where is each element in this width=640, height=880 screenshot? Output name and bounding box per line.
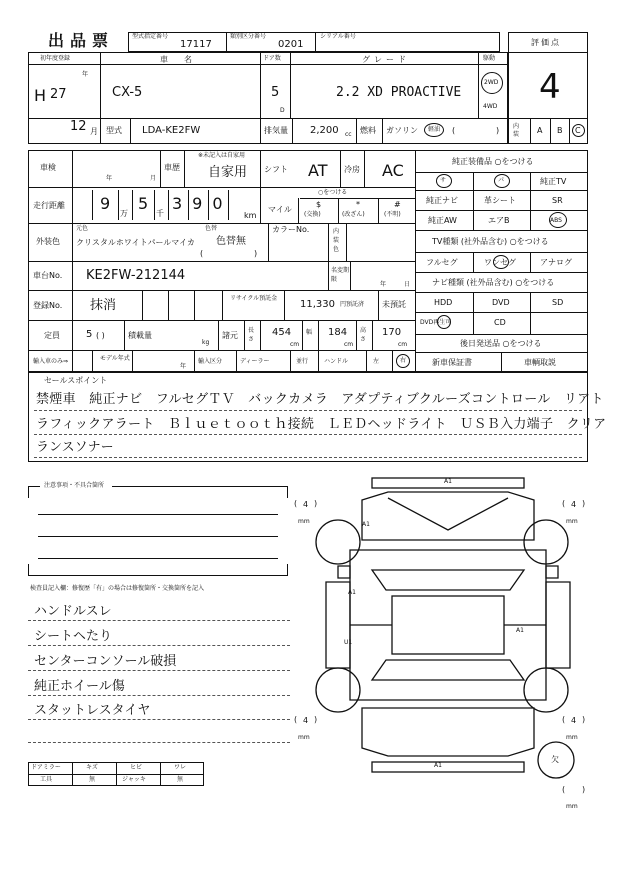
mileage-label: 走行距離 — [33, 201, 65, 210]
color-label: 色替 — [205, 225, 218, 232]
color-no-label: カラーNo. — [272, 225, 310, 234]
recycle-label: リサイクル預託金 — [230, 295, 278, 302]
load-label: 積載量 — [128, 331, 152, 340]
recycle-unpaid: 未預託 — [382, 300, 406, 309]
displacement-value: 2,200 — [310, 125, 339, 136]
length-unit: cm — [290, 341, 300, 348]
damage-mark-left-rear-door: U1 — [344, 639, 353, 646]
navi-r2-c2: CD — [494, 318, 506, 327]
parts-v2: 無 — [89, 776, 96, 783]
first-reg-label: 初年度登録 — [40, 55, 71, 62]
handle-label: ハンドル — [324, 358, 349, 365]
sales-line-2: ラフィックアラート Ｂｌｕｅｔｏｏｔｈ接続 ＬＥＤヘッドライト ＵＳＢ入力端子 クリア — [36, 417, 607, 432]
equip-r1-c2: パ — [498, 177, 505, 184]
interior-label: 内装 — [513, 123, 520, 138]
reg-no-value: 抹消 — [90, 298, 117, 313]
tire-rr-value: 4 — [571, 716, 577, 725]
spare-unit: mm — [566, 803, 578, 810]
ext-color-label: 外装色 — [36, 237, 60, 246]
chassis-label: 車台No. — [33, 271, 63, 280]
later-title: 後日発送品 ○をつける — [460, 339, 542, 348]
reg-year-unit: 年 — [82, 71, 89, 78]
parallel-label: 並行 — [296, 358, 309, 365]
shift-label: シフト — [264, 165, 288, 174]
doors-label: ドア数 — [263, 55, 281, 62]
grade-label: グレード — [362, 55, 410, 64]
exchange-label: (交換) — [304, 211, 321, 218]
tire-fl-value: 4 — [303, 500, 309, 509]
import-class-label: 輸入区分 — [198, 358, 223, 365]
fuel-diesel: 軽油 — [428, 126, 441, 133]
drive-2wd: 2WD — [484, 79, 499, 86]
exchange-sym: $ — [316, 200, 322, 209]
damage-mark-front-bumper: A1 — [444, 478, 452, 485]
parts-h2: キズ — [86, 764, 98, 771]
drive-label: 駆動 — [483, 55, 496, 62]
equip-r3-c3: ABS — [550, 217, 562, 224]
displacement-label: 排気量 — [264, 126, 288, 135]
interior-a: A — [537, 126, 543, 135]
score-value: 4 — [539, 67, 561, 107]
navi-r2-c1: DVD再生可 — [420, 319, 452, 326]
sales-line-1: 禁煙車 純正ナビ フルセグＴＶ バックカメラ アダプティブクルーズコントロール リアト — [36, 392, 604, 407]
damage-mark-hood: A1 — [362, 521, 370, 528]
equip-r1-c1: サ — [440, 177, 447, 184]
sales-line-3: ランスソナー — [36, 440, 114, 455]
car-name: CX-5 — [112, 85, 143, 100]
equip-r2-c1: 純正ナビ — [426, 196, 458, 205]
interior-c: C — [575, 126, 581, 135]
reg-year: 27 — [50, 87, 67, 102]
model-value: LDA-KE2FW — [142, 125, 201, 136]
equip-r2-c3: SR — [552, 196, 563, 205]
doors-value: 5 — [271, 85, 280, 100]
tv-title: TV種類 (社外品含む) ○をつける — [432, 237, 549, 246]
serial-label: シリアル番号 — [320, 33, 356, 40]
era: H — [34, 86, 47, 105]
history-note: ※未記入は自家用 — [198, 152, 246, 159]
tire-fr-unit: mm — [566, 518, 578, 525]
navi-r1-c2: DVD — [492, 298, 510, 307]
capacity-unit: ( ) — [96, 331, 105, 340]
tire-fl-unit: mm — [298, 518, 310, 525]
inspection-month-unit: 月 — [150, 175, 157, 182]
unknown-label: (不明) — [384, 211, 401, 218]
reg-month-unit: 月 — [90, 127, 98, 136]
parts-h4: ワレ — [174, 764, 187, 771]
class-no-label: 類別区分番号 — [230, 33, 267, 40]
original-color-label: 元色 — [76, 225, 89, 232]
mile-label: マイル — [268, 205, 292, 214]
unknown-sym: # — [394, 200, 401, 209]
parts-v1: 工具 — [40, 776, 53, 783]
mark-note: ○をつける — [318, 189, 348, 196]
equip-r2-c2: 革シート — [484, 196, 516, 205]
width-label: 幅 — [306, 329, 313, 336]
length-label: 長さ — [248, 327, 255, 343]
parts-v3: ジャッキ — [122, 776, 146, 783]
interior-b: B — [557, 126, 563, 135]
inspector-item-2: シートヘたり — [34, 629, 113, 644]
import-label: 輸入車のみ⇒ — [33, 358, 69, 365]
tire-fr-value: 4 — [571, 500, 577, 509]
model-year-label: モデル年式 — [100, 355, 130, 362]
dimensions-label: 諸元 — [222, 331, 238, 340]
page-title: 出品票 — [48, 31, 115, 50]
tv-r1: フルセグ — [426, 258, 458, 267]
mileage-sen: 5 — [138, 194, 149, 213]
navi-title: ナビ種類 (社外品含む) ○をつける — [432, 278, 555, 287]
chassis-value: KE2FW-212144 — [86, 268, 186, 283]
inspection-year-unit: 年 — [106, 175, 113, 182]
name-change-year-unit: 年 — [380, 281, 387, 288]
length-value: 454 — [272, 327, 292, 338]
recycle-value: 11,330 — [300, 299, 335, 310]
tv-r3: アナログ — [540, 258, 572, 267]
model-label: 型式 — [106, 126, 122, 135]
equip-r3-c1: 純正AW — [428, 216, 457, 225]
fuel-label: 燃料 — [360, 126, 376, 135]
capacity-value: 5 — [86, 329, 93, 340]
inspector-item-3: センターコンソール破損 — [34, 654, 177, 669]
color-change: 色替無 — [216, 236, 246, 247]
reg-month: 12 — [70, 119, 87, 134]
tamper-sym: * — [356, 200, 360, 209]
history-label: 車歴 — [164, 163, 180, 172]
mileage-man: 9 — [100, 194, 111, 213]
tire-rl-value: 4 — [303, 716, 309, 725]
inspection-label: 車検 — [40, 163, 56, 172]
ac-value: AC — [382, 161, 404, 180]
dealer-label: ディーラー — [240, 358, 270, 365]
recycle-unit: 円預託済 — [340, 301, 365, 308]
mileage-sen-unit: 千 — [156, 209, 164, 218]
notes-label: 注意事項・不具合箇所 — [44, 482, 105, 489]
grade-value: 2.2 XD PROACTIVE — [336, 85, 462, 100]
displacement-unit: cc — [345, 131, 352, 138]
left-label: 左 — [373, 358, 380, 365]
height-unit: cm — [398, 341, 408, 348]
drive-4wd: 4WD — [483, 103, 498, 110]
width-value: 184 — [328, 327, 348, 338]
reg-no-label: 登録No. — [33, 301, 63, 310]
damage-mark-right-door: A1 — [516, 627, 524, 634]
mileage-rest: 390 — [172, 194, 233, 213]
parts-h3: ヒビ — [130, 764, 143, 771]
ac-label: 冷房 — [344, 165, 360, 174]
shift-value: AT — [308, 161, 328, 180]
fuel-gasoline: ガソリン — [386, 126, 418, 135]
equip-r1-c3: 純正TV — [540, 177, 567, 186]
tire-rl-unit: mm — [298, 734, 310, 741]
name-change-label: 名変期限 — [331, 267, 350, 283]
inspector-label: 検査員記入欄：修復歴「有」の場合は修復箇所・交換箇所を記入 — [30, 585, 205, 592]
height-label: 高さ — [360, 327, 367, 343]
later-r2: 車輌取説 — [524, 358, 556, 367]
tire-rr-unit: mm — [566, 734, 578, 741]
inspector-item-4: 純正ホイール傷 — [34, 679, 125, 694]
tv-r2: ワンセグ — [484, 258, 516, 267]
capacity-label: 定員 — [44, 331, 60, 340]
inspector-item-5: スタットレスタイヤ — [34, 703, 151, 718]
sales-label: セールスポイント — [44, 376, 108, 385]
form-no-label: 型式指定番号 — [132, 33, 169, 40]
spare-label: 欠 — [551, 755, 559, 764]
inspector-item-1: ハンドルスレ — [34, 604, 112, 619]
parts-v4: 無 — [177, 776, 184, 783]
parts-h1: ドアミラー — [31, 764, 61, 771]
history-value: 自家用 — [208, 165, 248, 180]
name-change-day-unit: 日 — [404, 281, 411, 288]
navi-r1-c3: SD — [552, 298, 564, 307]
form-no-value: 17117 — [180, 39, 212, 50]
model-year-unit: 年 — [180, 363, 187, 370]
original-color: クリスタルホワイトパールマイカ — [76, 238, 195, 247]
equip-title: 純正装備品 ○をつける — [452, 157, 534, 166]
damage-mark-rear-bumper: A1 — [434, 762, 442, 769]
damage-mark-left-front-door: A1 — [348, 589, 356, 596]
score-label: 評価点 — [531, 38, 561, 47]
car-name-label: 車 名 — [160, 55, 196, 64]
tamper-label: (改ざん) — [342, 211, 365, 218]
navi-r1-c1: HDD — [434, 298, 453, 307]
later-r1: 新車保証書 — [432, 358, 472, 367]
equip-r3-c2: エアB — [488, 216, 510, 225]
int-color-label: 内装色 — [333, 228, 340, 253]
mileage-unit: km — [244, 211, 257, 220]
height-value: 170 — [382, 327, 402, 338]
width-unit: cm — [344, 341, 354, 348]
right-label: 右 — [400, 357, 407, 364]
class-no-value: 0201 — [278, 39, 304, 50]
load-unit: kg — [202, 339, 210, 346]
mileage-man-unit: 万 — [120, 209, 128, 218]
doors-suffix: D — [280, 107, 285, 114]
